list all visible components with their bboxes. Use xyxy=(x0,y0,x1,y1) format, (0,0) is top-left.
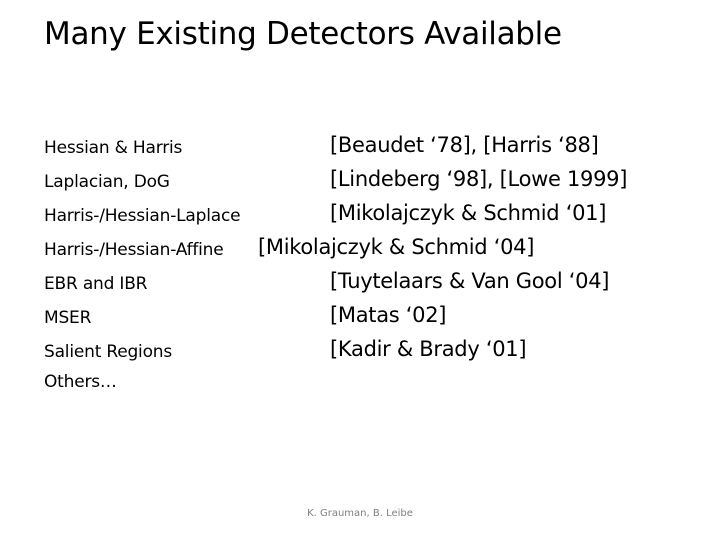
detector-reference: [Mikolajczyk & Schmid ‘04] xyxy=(258,235,535,259)
detector-name: Salient Regions xyxy=(44,342,173,362)
slide-title: Many Existing Detectors Available xyxy=(44,16,562,52)
detector-reference: [Matas ‘02] xyxy=(330,303,447,327)
detector-reference: [Beaudet ‘78], [Harris ‘88] xyxy=(330,133,599,157)
detector-name: Harris-/Hessian-Affine xyxy=(44,240,224,260)
detector-reference: [Lindeberg ‘98], [Lowe 1999] xyxy=(330,167,628,191)
detector-reference: [Mikolajczyk & Schmid ‘01] xyxy=(330,201,607,225)
detector-reference: [Kadir & Brady ‘01] xyxy=(330,337,527,361)
detector-name: Harris-/Hessian-Laplace xyxy=(44,206,241,226)
slide-footer: K. Grauman, B. Leibe xyxy=(307,508,413,519)
detector-name: Hessian & Harris xyxy=(44,138,183,158)
detector-reference: [Tuytelaars & Van Gool ‘04] xyxy=(330,269,610,293)
detector-name: MSER xyxy=(44,308,92,328)
others-label: Others… xyxy=(44,372,117,392)
detector-name: Laplacian, DoG xyxy=(44,172,170,192)
detector-name: EBR and IBR xyxy=(44,274,148,294)
